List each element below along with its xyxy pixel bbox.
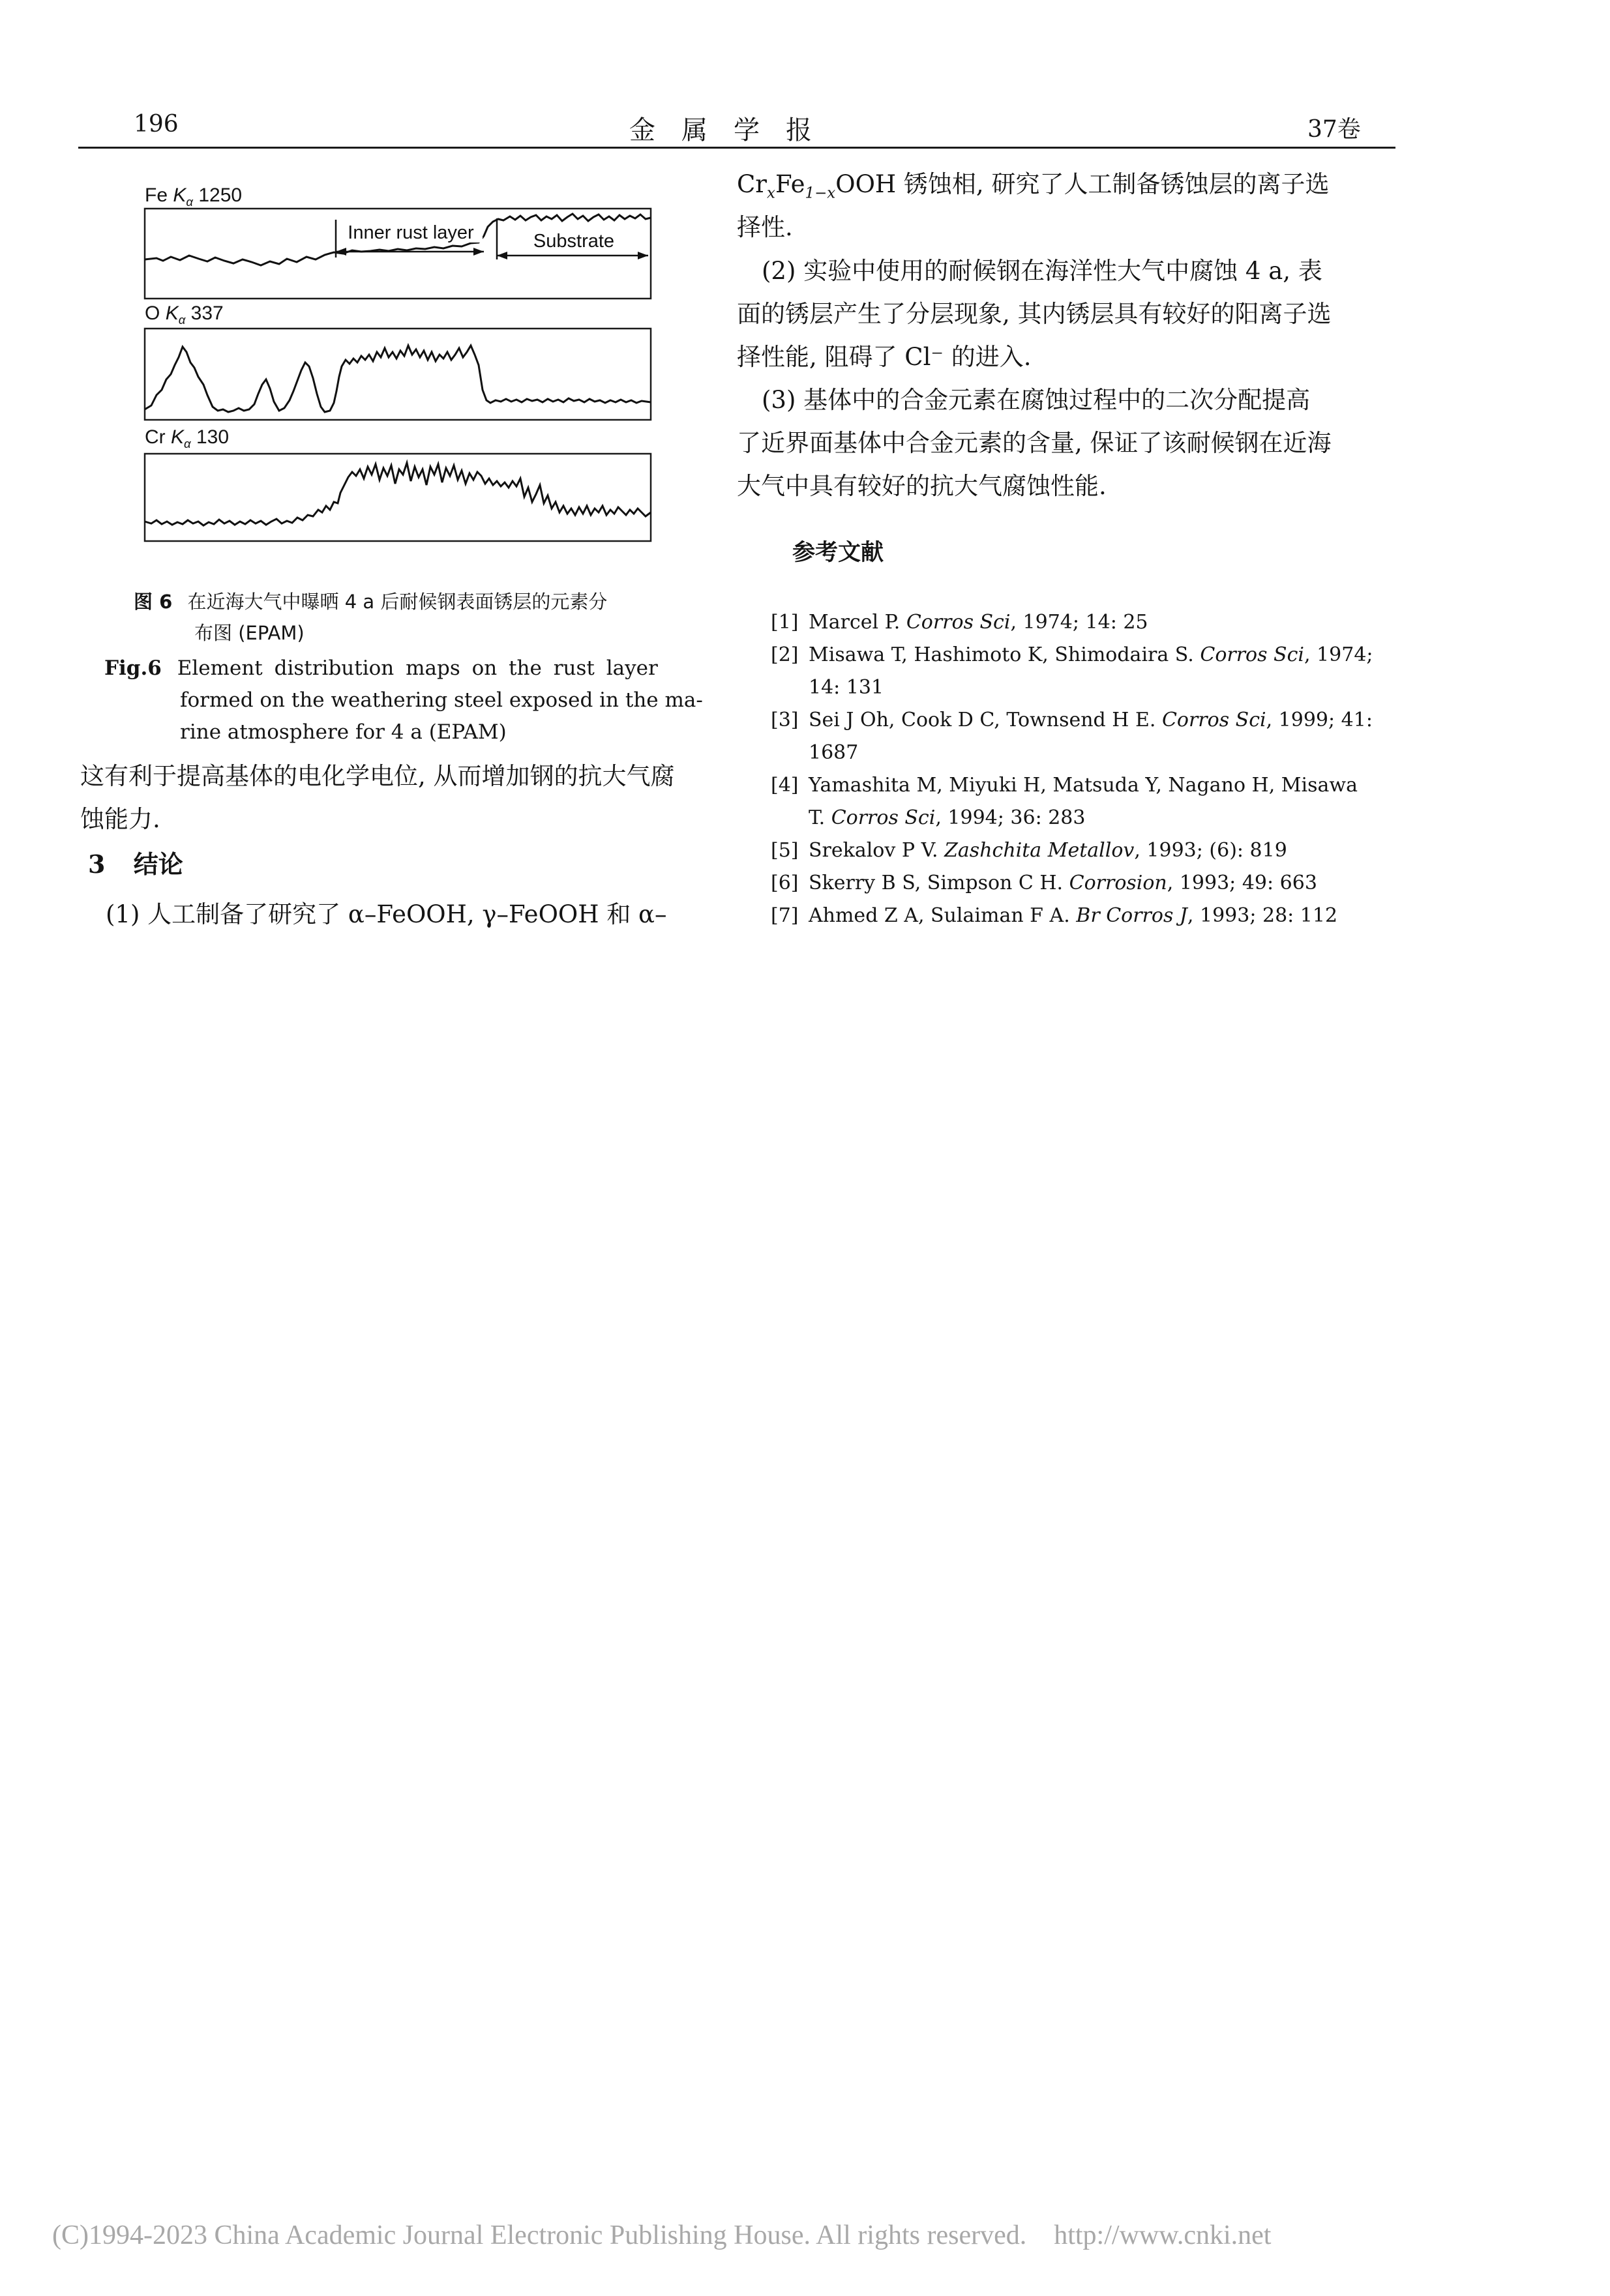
o-subscript: α (178, 313, 186, 327)
figure-caption-en-line2: formed on the weathering steel exposed in the ma- (180, 688, 703, 712)
ref-authors: Yamashita M, Miyuki H, Matsuda Y, Nagano H, Misawa (809, 774, 1358, 797)
conclusion-1-end: 择性. (737, 213, 793, 241)
o-symbol: K (165, 302, 179, 324)
inner-rust-arrowhead-left (336, 248, 346, 256)
conclusion-1-text: OOH 锈蚀相, 研究了人工制备锈蚀层的离子选 (835, 170, 1330, 198)
ref-number: [1] (771, 611, 799, 634)
section-title: 结论 (133, 849, 183, 879)
reference-continuation (771, 802, 1397, 834)
reference-item (771, 834, 1397, 867)
cr-count: 130 (196, 426, 230, 448)
ref-journal: Br Corros J (1076, 904, 1187, 927)
conclusion-2-line: 面的锈层产生了分层现象, 其内锈层具有较好的阳离子选 (737, 300, 1332, 328)
cr-panel-frame (145, 454, 651, 541)
formula-fe: Fe (775, 170, 805, 198)
reference-item (771, 639, 1397, 671)
substrate-arrowhead-right (638, 252, 648, 259)
reference-item (771, 606, 1397, 639)
cr-element: Cr (145, 426, 166, 448)
ref-authors: Misawa T, Hashimoto K, Shimodaira S. (809, 643, 1200, 666)
ref-number: [4] (771, 774, 799, 797)
ref-number: [3] (771, 709, 799, 731)
figure-caption-en-line3: rine atmosphere for 4 a (EPAM) (180, 720, 507, 744)
ref-number: [5] (771, 839, 799, 862)
ref-details: , 1994; 36: 283 (935, 806, 1086, 829)
caption-en-text-1: Element distribution maps on the rust layer (177, 656, 658, 680)
section-number: 3 (88, 849, 106, 879)
paragraph-line: 这有利于提高基体的电化学电位, 从而增加钢的抗大气腐 (80, 762, 675, 790)
ref-journal: Corros Sci (831, 806, 936, 829)
figure-caption-en-line1 (104, 652, 658, 684)
volume-number: 37卷 (1307, 116, 1361, 143)
ref-number: [6] (771, 872, 799, 894)
journal-title: 金 属 学 报 (629, 115, 812, 145)
figure-caption-cn-line1 (134, 585, 607, 618)
caption-cn-text-1: 在近海大气中曝晒 4 a 后耐候钢表面锈层的元素分 (187, 591, 608, 613)
fe-symbol: K (173, 184, 186, 206)
conclusion-2-line: 择性能, 阻碍了 Cl⁻ 的进入. (737, 343, 1032, 371)
formula-cr: Cr (737, 170, 767, 198)
reference-item (771, 704, 1397, 737)
conclusion-3-line: (3) 基体中的合金元素在腐蚀过程中的二次分配提高 (762, 386, 1311, 414)
o-panel-frame (145, 329, 651, 420)
ref-number: [7] (771, 904, 799, 927)
substrate-label: Substrate (533, 231, 615, 252)
conclusion-3-line: 了近界面基体中合金元素的含量, 保证了该耐候钢在近海 (737, 429, 1332, 457)
conclusion-3-line: 大气中具有较好的抗大气腐蚀性能. (737, 472, 1107, 500)
ref-details: , 1993; 28: 112 (1187, 904, 1338, 927)
ref-journal: Corros Sci (1161, 709, 1266, 731)
substrate-arrowhead-left (497, 252, 507, 259)
conclusion-2-line: (2) 实验中使用的耐候钢在海洋性大气中腐蚀 4 a, 表 (762, 257, 1322, 285)
reference-list (771, 606, 1397, 932)
ref-authors: Sei J Oh, Cook D C, Townsend H E. (809, 709, 1162, 731)
fe-count: 1250 (198, 184, 243, 206)
o-trace (145, 346, 651, 412)
ref-authors: Marcel P. (809, 611, 906, 634)
ref-details: , 1993; 49: 663 (1167, 872, 1317, 894)
formula-sub-x: x (767, 184, 775, 202)
section-heading (88, 844, 183, 880)
conclusion-1-continued (737, 163, 1329, 214)
fe-subscript: α (186, 195, 193, 209)
reference-item (771, 900, 1397, 932)
ref-journal: Corrosion (1069, 872, 1167, 894)
formula-sub-1x: 1−x (805, 184, 836, 202)
ref-journal: Corros Sci (906, 611, 1011, 634)
cr-symbol: K (171, 426, 185, 448)
o-element: O (145, 302, 160, 324)
reference-continuation: 1687 (809, 741, 859, 764)
reference-item (771, 867, 1397, 900)
ref-details: , 1974; 14: 25 (1010, 611, 1148, 634)
inner-rust-arrowhead-right (473, 248, 484, 256)
ref-authors: T. (809, 806, 831, 829)
ref-journal: Zashchita Metallov (944, 839, 1135, 862)
reference-item (771, 769, 1397, 802)
ref-details: , 1993; (6): 819 (1134, 839, 1287, 862)
page-number: 196 (134, 111, 179, 138)
ref-details: , 1999; 41: (1266, 709, 1373, 731)
paragraph-line: 蚀能力. (80, 805, 160, 833)
references-heading: 参考文献 (792, 539, 884, 566)
cr-subscript: α (184, 437, 191, 450)
figure-caption-cn-line2: 布图 (EPAM) (194, 622, 305, 644)
ref-number: [2] (771, 643, 799, 666)
conclusion-1-line: (1) 人工制备了研究了 α–FeOOH, γ–FeOOH 和 α– (106, 900, 667, 928)
ref-details: , 1974; (1304, 643, 1373, 666)
cr-trace (145, 463, 651, 525)
ref-authors: Ahmed Z A, Sulaiman F A. (809, 904, 1077, 927)
figure-label-en: Fig.6 (104, 656, 162, 680)
ref-journal: Corros Sci (1200, 643, 1304, 666)
ref-authors: Srekalov P V. (809, 839, 945, 862)
figure-label-cn: 图 6 (134, 591, 173, 613)
ref-authors: Skerry B S, Simpson C H. (809, 872, 1069, 894)
fe-element: Fe (145, 184, 168, 206)
o-count: 337 (190, 302, 224, 324)
copyright-footer: (C)1994-2023 China Academic Journal Electronic Publishing House. All rights reserved. http://www.cnki.net (52, 2220, 1272, 2250)
reference-continuation: 14: 131 (809, 676, 884, 699)
inner-rust-layer-label: Inner rust layer (348, 222, 474, 243)
